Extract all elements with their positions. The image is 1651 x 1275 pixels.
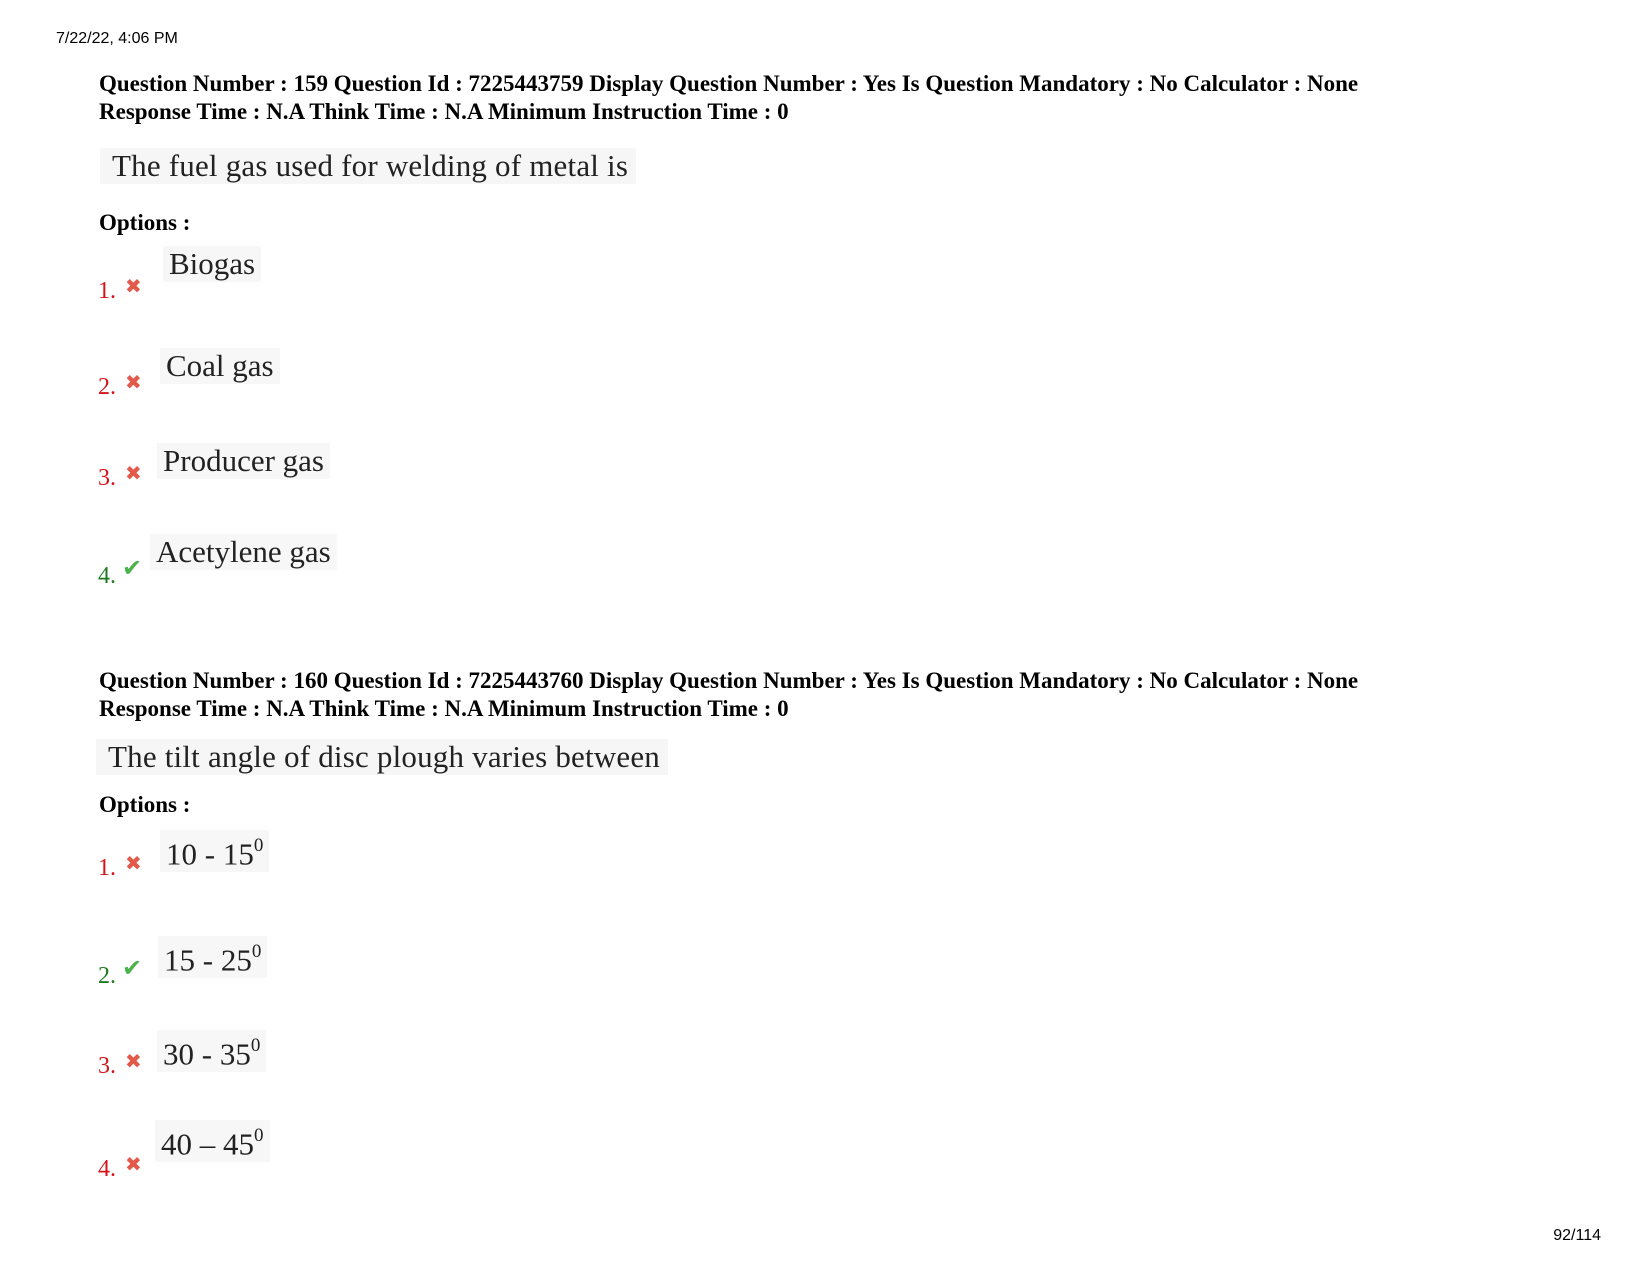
options-label: Options : <box>99 210 191 235</box>
question-meta-line1: Question Number : 160 Question Id : 7225443760 Display Question Number : Yes Is Question Mandatory : No Calculator : None <box>99 668 1359 693</box>
option-text: Coal gas <box>160 348 280 384</box>
question-meta-line1: Question Number : 159 Question Id : 7225443759 Display Question Number : Yes Is Question Mandatory : No Calculator : None <box>99 71 1359 96</box>
question-meta-line2: Response Time : N.A Think Time : N.A Minimum Instruction Time : 0 <box>99 696 789 721</box>
option-number: 2. <box>98 374 116 400</box>
option-value: 40 – 45 <box>161 1126 254 1162</box>
degree-superscript: 0 <box>253 835 264 856</box>
cross-icon: ✖ <box>125 1154 142 1176</box>
degree-superscript: 0 <box>250 1035 261 1056</box>
cross-icon: ✖ <box>125 372 142 394</box>
degree-superscript: 0 <box>254 1125 264 1146</box>
question-160-text: The tilt angle of disc plough varies between <box>96 739 668 775</box>
question-160-meta <box>99 667 1358 723</box>
option-text <box>157 1030 266 1072</box>
check-icon: ✔ <box>122 556 143 582</box>
option-number: 4. <box>98 563 116 589</box>
options-label: Options : <box>99 792 191 817</box>
option-text: Biogas <box>163 246 261 282</box>
option-text <box>158 936 267 978</box>
cross-icon: ✖ <box>125 853 142 875</box>
print-timestamp: 7/22/22, 4:06 PM <box>56 30 178 47</box>
option-number: 1. <box>98 278 116 304</box>
option-number: 2. <box>98 963 116 989</box>
option-value: 15 - 25 <box>164 942 252 978</box>
question-159-meta <box>99 70 1358 126</box>
option-text <box>160 830 269 872</box>
option-text <box>155 1120 270 1162</box>
option-number: 3. <box>98 465 116 491</box>
option-value: 10 - 15 <box>166 836 254 872</box>
cross-icon: ✖ <box>125 276 142 298</box>
option-text: Producer gas <box>157 443 330 479</box>
option-number: 1. <box>98 855 116 881</box>
question-meta-line2: Response Time : N.A Think Time : N.A Minimum Instruction Time : 0 <box>99 99 789 124</box>
option-value: 30 - 35 <box>163 1036 251 1072</box>
question-159-text: The fuel gas used for welding of metal is <box>100 148 636 184</box>
option-number: 3. <box>98 1053 116 1079</box>
page-number: 92/114 <box>1553 1227 1601 1244</box>
degree-superscript: 0 <box>251 941 262 962</box>
cross-icon: ✖ <box>125 463 142 485</box>
check-icon: ✔ <box>122 956 143 982</box>
cross-icon: ✖ <box>125 1051 142 1073</box>
option-number: 4. <box>98 1156 116 1182</box>
option-text: Acetylene gas <box>150 534 337 570</box>
